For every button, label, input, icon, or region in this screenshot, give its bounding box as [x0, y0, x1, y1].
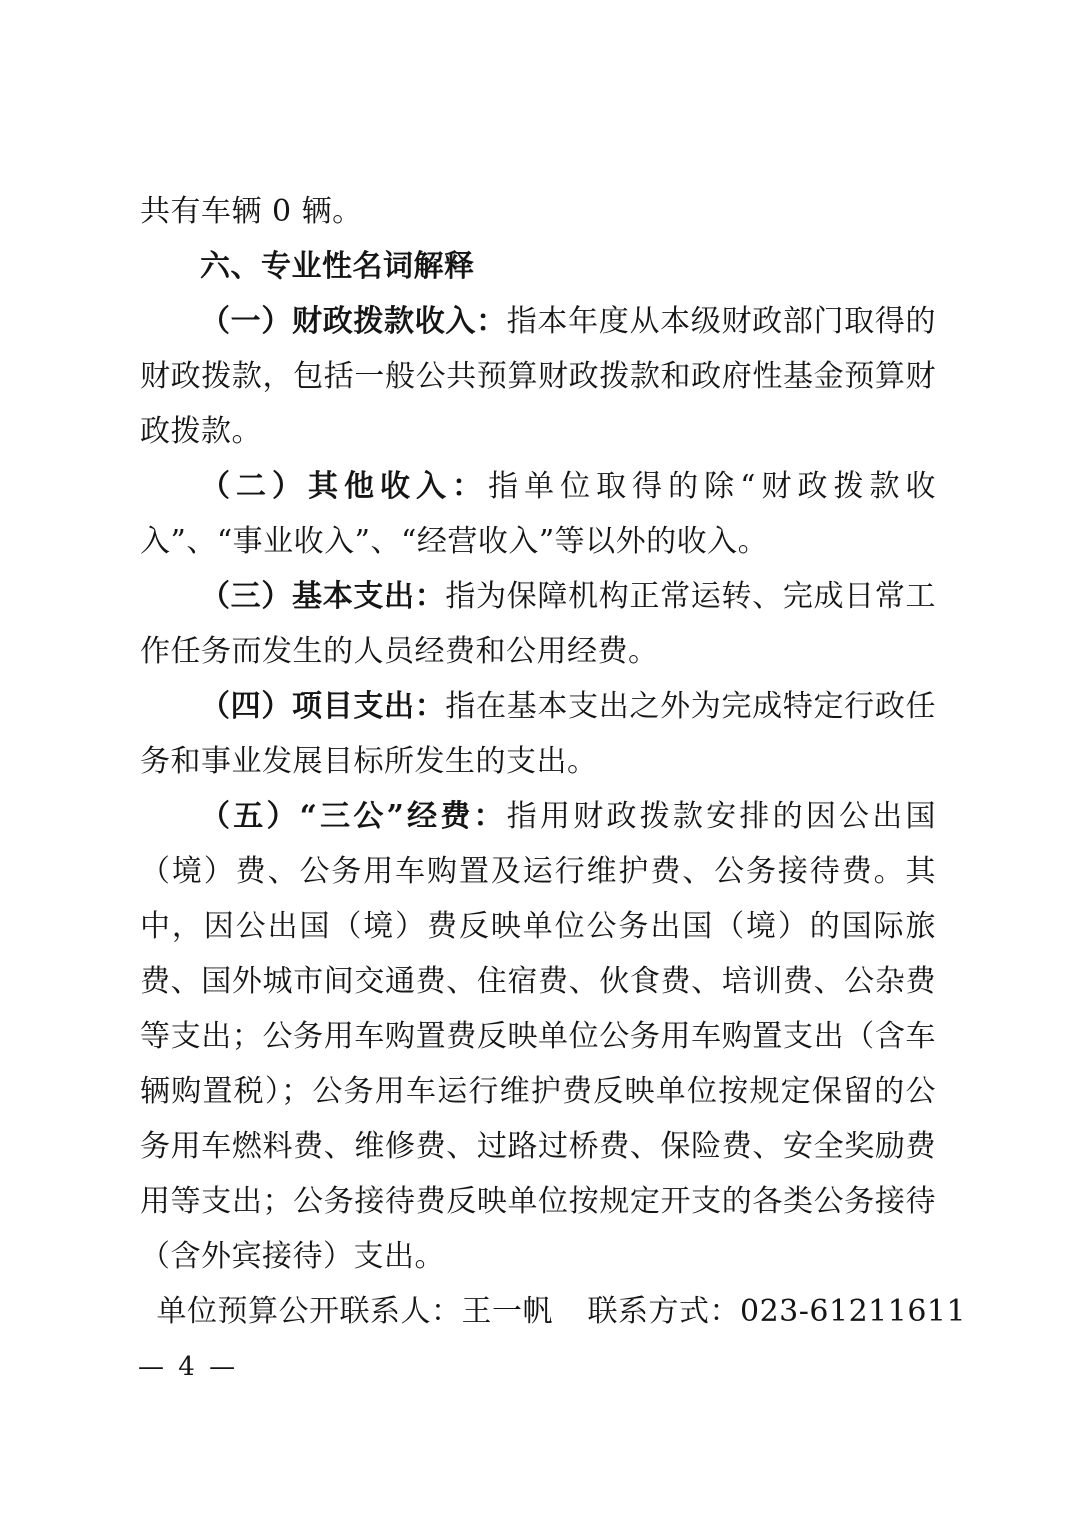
term-lead: （二）其他收入： — [200, 469, 489, 504]
term-paragraph — [140, 569, 936, 679]
term-body: 指本年度从本级财政部门取得的财政拨款，包括一般公共预算财政拨款和政府性基金预算财政拨款。 — [140, 304, 937, 449]
term-paragraph — [140, 679, 936, 789]
term-lead: （三）基本支出： — [200, 579, 446, 614]
section-heading: 六、专业性名词解释 — [200, 249, 475, 284]
contact-phone-number: 023-61211611 — [740, 1294, 967, 1329]
contact-person-name: 王一帆 — [461, 1294, 553, 1329]
document-body — [140, 184, 967, 1339]
page-number: — 4 — — [138, 1352, 239, 1382]
term-paragraph — [140, 789, 936, 1284]
term-lead: （五）“三公”经费： — [200, 799, 507, 834]
carryover-paragraph: 共有车辆 0 辆。 — [140, 194, 363, 229]
term-paragraph — [140, 459, 936, 569]
term-body: 指用财政拨款安排的因公出国（境）费、公务用车购置及运行维护费、公务接待费。其中，因公出国（境）费反映单位公务出国（境）的国际旅费、国外城市间交通费、住宿费、伙食费、培训费、公杂费等支出；公务用车购置费反映单位公务用车购置支出（含车辆购置税）；公务用车运行维护费反映单位按规定保留的公务用车燃料费、维修费、过路过桥费、保险费、安全奖励费用等支出；公务接待费反映单位按规定开支的各类公务接待（含外宾接待）支出。 — [140, 799, 936, 1274]
term-paragraph — [140, 294, 936, 459]
term-body: 指单位取得的除“财政拨款收入”、“事业收入”、“经营收入”等以外的收入。 — [140, 469, 936, 559]
term-lead: （一）财政拨款收入： — [200, 304, 507, 339]
term-lead: （四）项目支出： — [200, 689, 446, 724]
contact-line — [140, 1284, 967, 1339]
contact-person-label: 单位预算公开联系人： — [156, 1294, 462, 1329]
contact-phone-label: 联系方式： — [587, 1294, 740, 1329]
term-body: 指在基本支出之外为完成特定行政任务和事业发展目标所发生的支出。 — [140, 689, 937, 779]
term-body: 指为保障机构正常运转、完成日常工作任务而发生的人员经费和公用经费。 — [140, 579, 937, 669]
